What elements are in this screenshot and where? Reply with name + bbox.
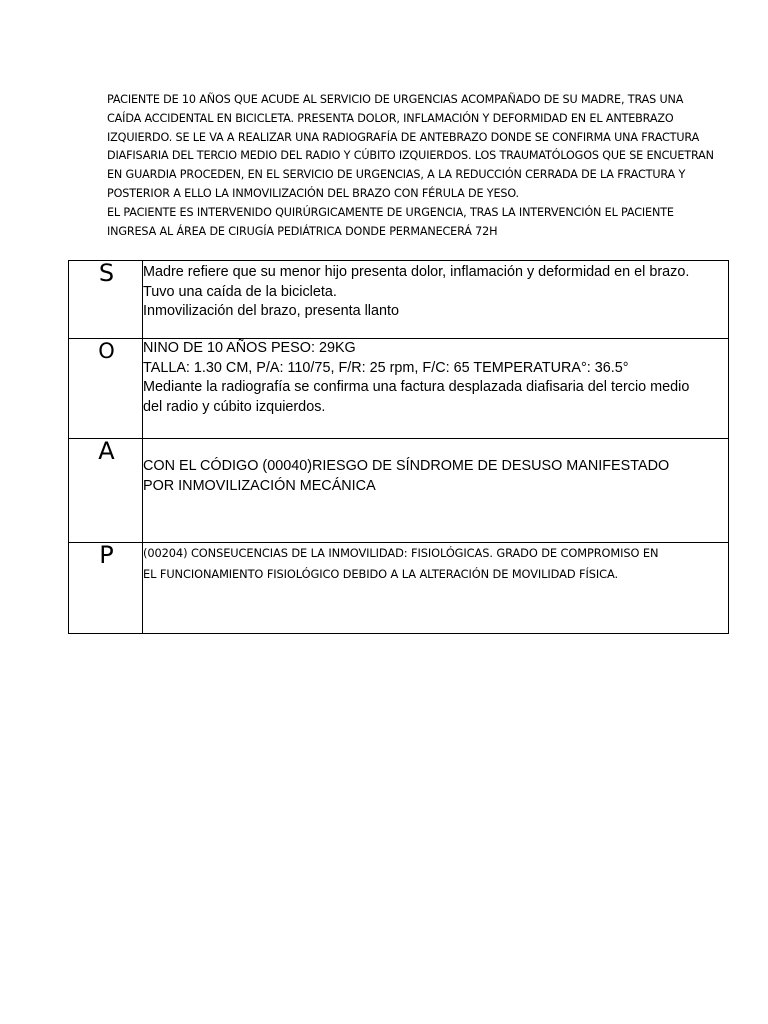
objective-line: del radio y cúbito izquierdos.	[143, 398, 326, 415]
soap-row-a	[69, 439, 729, 543]
objective-line: NINO DE 10 AÑOS PESO: 29KG	[143, 340, 356, 356]
soap-letter-a: A	[98, 437, 115, 465]
case-description-line: INGRESA AL ÁREA DE CIRUGÍA PEDIÁTRICA DONDE PERMANECERÁ 72H	[107, 224, 498, 238]
subjective-content	[143, 261, 729, 339]
subjective-line: Tuvo una caída de la bicicleta.	[143, 283, 337, 300]
case-description-line: CAÍDA ACCIDENTAL EN BICICLETA. PRESENTA DOLOR, INFLAMACIÓN Y DEFORMIDAD EN EL ANTEBRAZO	[107, 111, 674, 125]
plan-line: EL FUNCIONAMIENTO FISIOLÓGICO DEBIDO A LA ALTERACIÓN DE MOVILIDAD FÍSICA.	[143, 567, 618, 581]
assessment-content	[143, 439, 729, 543]
case-description-line: DIAFISARIA DEL TERCIO MEDIO DEL RADIO Y CÚBITO IZQUIERDOS. LOS TRAUMATÓLOGOS QUE SE ENCUETRAN	[107, 149, 714, 163]
soap-row-p	[69, 543, 729, 634]
soap-table	[68, 260, 729, 634]
soap-letter-s: S	[98, 259, 115, 287]
case-description-line: PACIENTE DE 10 AÑOS QUE ACUDE AL SERVICIO DE URGENCIAS ACOMPAÑADO DE SU MADRE, TRAS UNA	[107, 93, 684, 106]
plan-content	[143, 543, 729, 634]
soap-letter-o: O	[98, 339, 115, 363]
objective-line: Mediante la radiografía se confirma una factura desplazada diafisaria del tercio medio	[143, 379, 690, 396]
case-description-line: EL PACIENTE ES INTERVENIDO QUIRÚRGICAMENTE DE URGENCIA, TRAS LA INTERVENCIÓN EL PACIENTE	[107, 205, 674, 219]
soap-row-s	[69, 261, 729, 339]
soap-letter-cell	[69, 439, 143, 543]
objective-content	[143, 339, 729, 439]
case-description-line: IZQUIERDO. SE LE VA A REALIZAR UNA RADIOGRAFÍA DE ANTEBRAZO DONDE SE CONFIRMA UNA FRACTURA	[107, 130, 700, 144]
soap-letter-cell	[69, 339, 143, 439]
case-description-line: POSTERIOR A ELLO LA INMOVILIZACIÓN DEL BRAZO CON FÉRULA DE YESO.	[107, 186, 519, 200]
soap-letter-p: P	[99, 541, 114, 569]
soap-row-o	[69, 339, 729, 439]
plan-line: (00204) CONSEUCENCIAS DE LA INMOVILIDAD: FISIOLÓGICAS. GRADO DE COMPROMISO EN	[143, 546, 659, 560]
soap-letter-cell	[69, 261, 143, 339]
subjective-line: Madre refiere que su menor hijo presenta dolor, inflamación y deformidad en el brazo.	[143, 264, 690, 280]
assessment-line: POR INMOVILIZACIÓN MECÁNICA	[143, 477, 376, 494]
assessment-line: CON EL CÓDIGO (00040)RIESGO DE SÍNDROME DE DESUSO MANIFESTADO	[143, 458, 670, 474]
subjective-line: Inmovilización del brazo, presenta llanto	[143, 303, 399, 320]
case-description	[107, 91, 732, 241]
case-description-line: EN GUARDIA PROCEDEN, EN EL SERVICIO DE URGENCIAS, A LA REDUCCIÓN CERRADA DE LA FRACTURA Y	[107, 168, 686, 182]
soap-letter-cell	[69, 543, 143, 634]
objective-line: TALLA: 1.30 CM, P/A: 110/75, F/R: 25 rpm, F/C: 65 TEMPERATURA°: 36.5°	[143, 359, 629, 376]
